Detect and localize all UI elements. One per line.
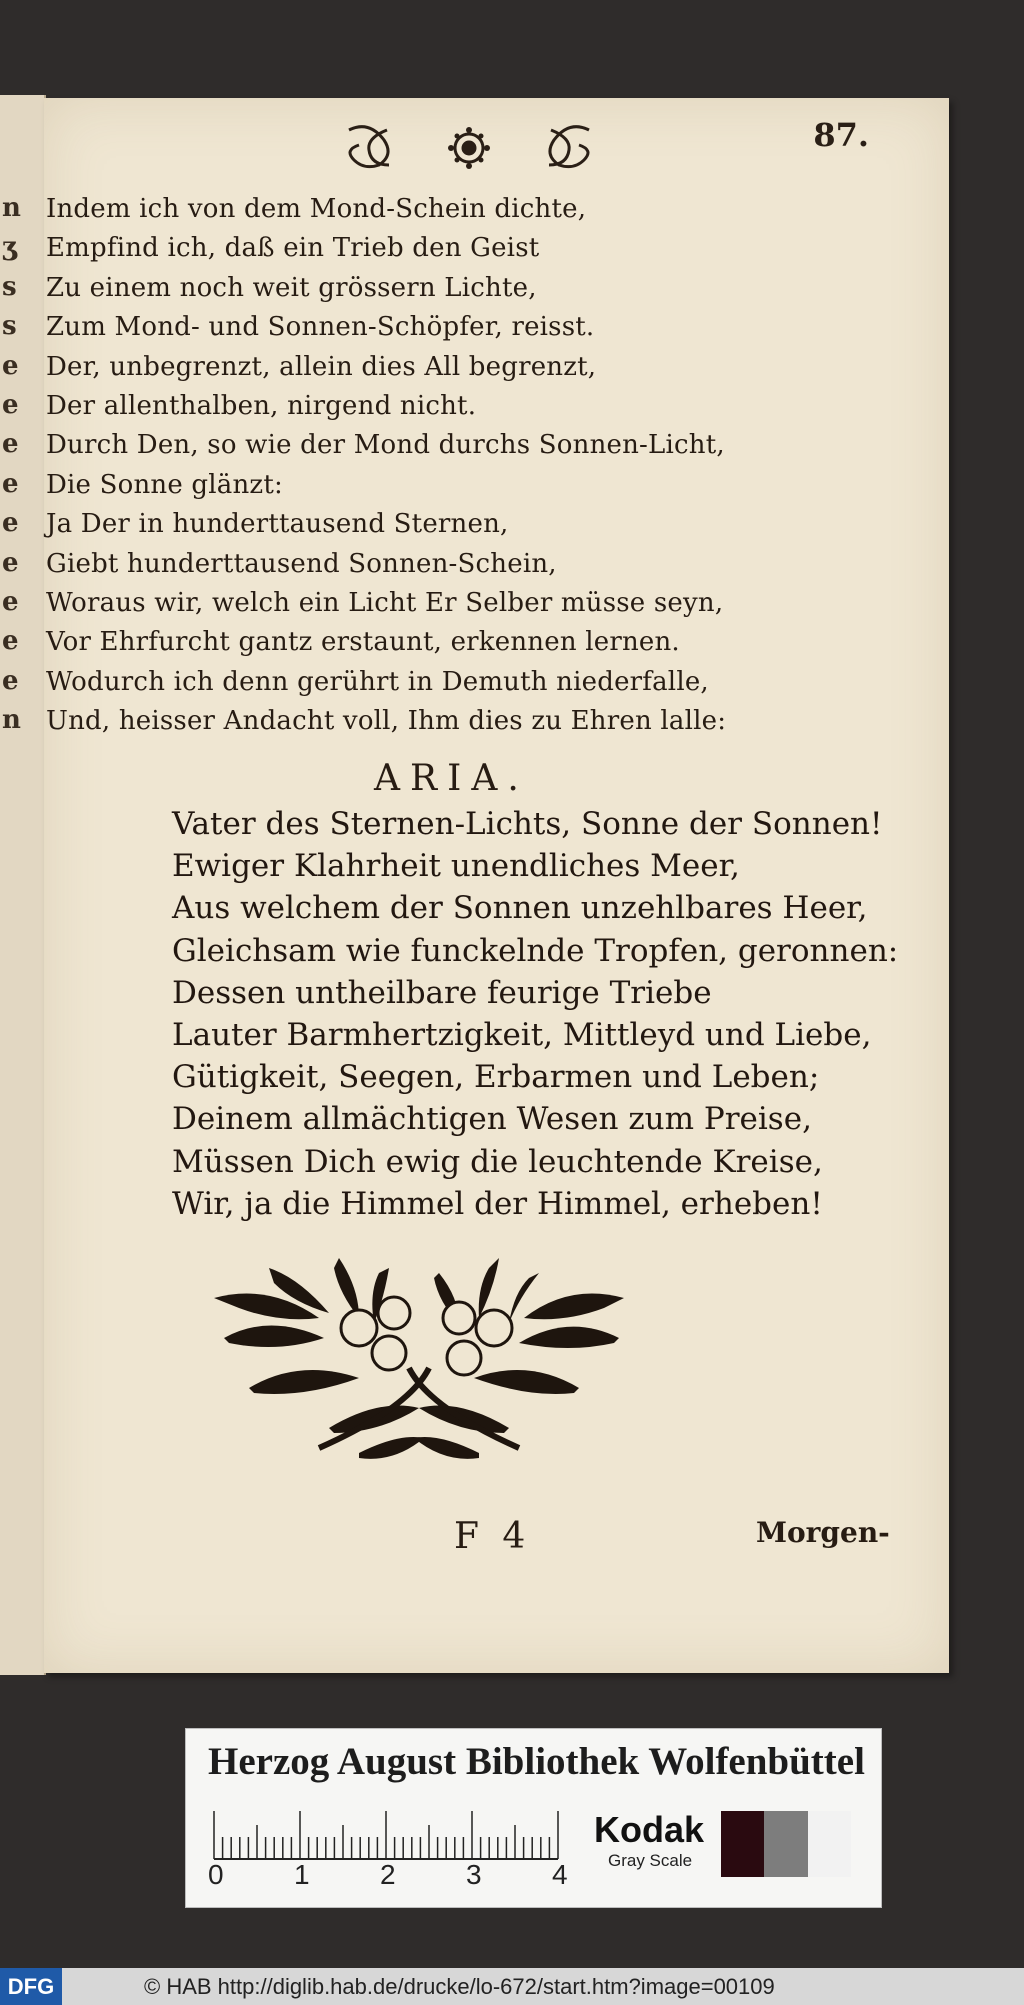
previous-page-edge (0, 95, 46, 1675)
poem-line: Indem ich von dem Mond-Schein dichte, (46, 194, 587, 224)
poem-line: Woraus wir, welch ein Licht Er Selber müsse seyn, (46, 587, 724, 618)
poem-line: Wodurch ich denn gerührt in Demuth niederfalle, (46, 666, 709, 697)
poem-line: Der allenthalben, nirgend nicht. (46, 390, 477, 421)
previous-page-fragment: n (2, 193, 21, 223)
previous-page-fragment: e (2, 626, 19, 657)
gray-patch (721, 1811, 764, 1877)
foliage-vignette-icon (209, 1258, 629, 1468)
previous-page-fragment: s (2, 271, 17, 302)
poem-line: Die Sonne glänzt: (46, 469, 283, 500)
aria-line: Gütigkeit, Seegen, Erbarmen und Leben; (172, 1059, 820, 1096)
catchword: Morgen- (756, 1516, 890, 1549)
aria-line: Deinem allmächtigen Wesen zum Preise, (172, 1101, 812, 1138)
aria-line: Gleichsam wie funckelnde Tropfen, geronnen: (172, 932, 899, 969)
poem-line: Durch Den, so wie der Mond durchs Sonnen-Licht, (46, 430, 725, 461)
poem-line: Empfind ich, daß ein Trieb den Geist (46, 233, 540, 264)
previous-page-fragment: e (2, 508, 19, 539)
footer-bar (0, 1968, 1024, 2005)
aria-line: Lauter Barmhertzigkeit, Mittleyd und Liebe, (172, 1016, 872, 1053)
previous-page-fragment: e (2, 547, 19, 578)
page-number: 87. (813, 116, 869, 154)
previous-page-fragment: e (2, 665, 19, 696)
calibration-card (185, 1728, 882, 1908)
poem-line: Und, heisser Andacht voll, Ihm dies zu Ehren lalle: (46, 706, 727, 737)
ruler-label: 4 (552, 1859, 568, 1890)
previous-page-fragment: n (2, 705, 21, 736)
poem-line: Zum Mond- und Sonnen-Schöpfer, reisst. (46, 312, 595, 343)
previous-page-fragment: e (2, 468, 19, 499)
aria-line: Aus welchem der Sonnen unzehlbares Heer, (172, 890, 868, 927)
ruler-scale (208, 1811, 588, 1861)
header-ornament-icon (339, 120, 599, 175)
poem-line: Giebt hunderttausend Sonnen-Schein, (46, 548, 557, 579)
copyright-link[interactable]: © HAB http://diglib.hab.de/drucke/lo-672/start.htm?image=00109 (144, 1974, 775, 1999)
previous-page-fragment: ʒ (2, 232, 17, 263)
ruler-label: 0 (208, 1859, 224, 1890)
aria-line: Vater des Sternen-Lichts, Sonne der Sonnen! (172, 806, 883, 842)
signature-mark: F 4 (454, 1516, 532, 1557)
poem-line: Ja Der in hunderttausend Sternen, (46, 509, 509, 540)
gray-patch (764, 1811, 807, 1877)
kodak-logo: Kodak (594, 1809, 705, 1850)
poem-line: Der, unbegrenzt, allein dies All begrenzt, (46, 351, 597, 382)
aria-text (172, 803, 932, 1225)
previous-page-fragment: e (2, 390, 19, 420)
aria-line: Müssen Dich ewig die leuchtende Kreise, (172, 1143, 823, 1180)
previous-page-fragment: e (2, 350, 19, 381)
dfg-logo: DFG (0, 1968, 62, 2005)
aria-line: Ewiger Klahrheit unendliches Meer, (172, 848, 740, 885)
aria-line: Wir, ja die Himmel der Himmel, erheben! (172, 1185, 823, 1222)
ruler-label: 3 (466, 1859, 482, 1890)
previous-page-fragment: e (2, 587, 19, 617)
aria-heading: ARIA. (374, 758, 529, 799)
gray-scale-patches (721, 1811, 851, 1877)
poem-line: Zu einem noch weit grössern Lichte, (46, 272, 537, 303)
previous-page-fragment: s (2, 311, 17, 342)
recitative-text (46, 190, 766, 741)
poem-line: Vor Ehrfurcht gantz erstaunt, erkennen lernen. (46, 627, 680, 658)
library-name: Herzog August Bibliothek Wolfenbüttel (208, 1740, 865, 1783)
gray-scale-label: Gray Scale (608, 1851, 693, 1870)
ruler-label: 1 (294, 1859, 310, 1890)
ruler-label: 2 (380, 1859, 396, 1890)
book-page (44, 98, 949, 1673)
aria-line: Dessen untheilbare feurige Triebe (172, 974, 712, 1011)
previous-page-fragment: e (2, 429, 19, 460)
gray-patch (808, 1811, 851, 1877)
